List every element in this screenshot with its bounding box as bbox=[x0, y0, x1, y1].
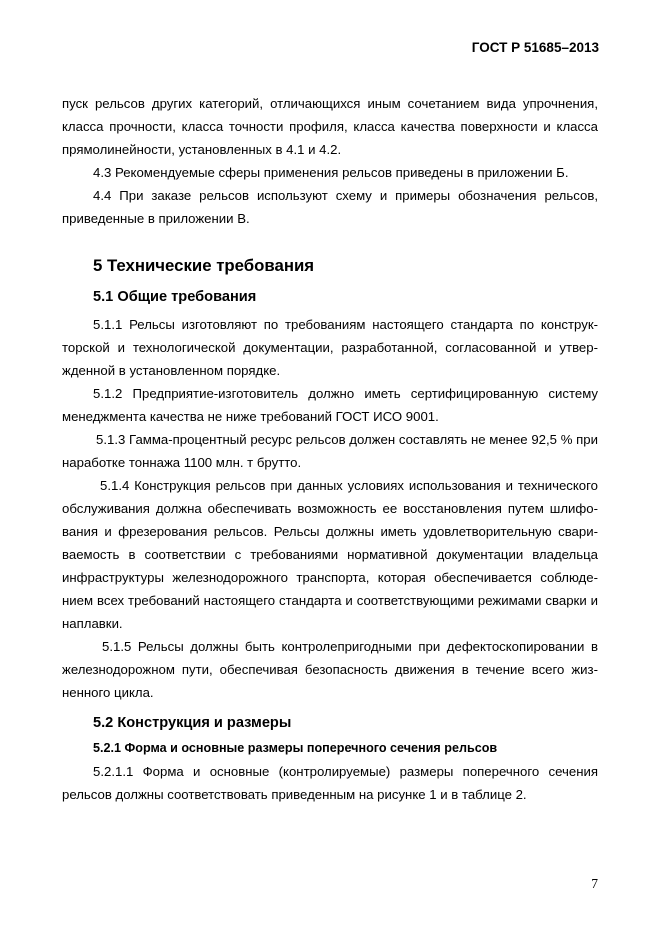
paragraph-4-4: 4.4 При заказе рельсов используют схему и примеры обозначения рельсов, приведенные в приложении В. bbox=[62, 188, 598, 226]
paragraph-5-1-3: 5.1.3 Гамма-процентный ресурс рельсов должен составлять не менее 92,5 % при наработке тоннажа 1100 млн. т брутто. bbox=[62, 432, 598, 470]
standard-code-header: ГОСТ Р 51685–2013 bbox=[471, 40, 599, 55]
subsection-heading-5-2: 5.2 Конструкция и размеры bbox=[93, 715, 292, 731]
subsection-heading-5-1: 5.1 Общие требования bbox=[93, 289, 257, 305]
document-body bbox=[62, 92, 598, 806]
paragraph-5-2-1-1: 5.2.1.1 Форма и основные (контролируемые) размеры поперечного сечения рельсов должны соответствовать приведенным на рисунке 1 и в таблице 2. bbox=[62, 764, 598, 802]
paragraph-5-1-2: 5.1.2 Предприятие-изготовитель должно иметь сертифицированную систему менеджмента качества не ниже требований ГОСТ ИСО 9001. bbox=[62, 386, 598, 424]
paragraph-5-1-1: 5.1.1 Рельсы изготовляют по требованиям настоящего стандарта по конструкторской и технологической документации, разработанной, согласованной и утвержденной в установленном порядке. bbox=[62, 317, 598, 378]
paragraph-continued: пуск рельсов других категорий, отличающихся иным сочетанием вида упрочнения, класса прочности, класса точности профиля, класса качества поверхности и класса прямолинейности, установленных в 4.1 и 4.2. bbox=[62, 96, 598, 157]
clause-heading-5-2-1: 5.2.1 Форма и основные размеры поперечного сечения рельсов bbox=[93, 741, 498, 755]
paragraph-5-1-5: 5.1.5 Рельсы должны быть контролепригодными при дефектоскопировании в железнодорожном пути, обеспечивая безопасность движения в течение всего жизненного цикла. bbox=[62, 639, 598, 700]
page-number: 7 bbox=[591, 876, 598, 891]
paragraph-4-3: 4.3 Рекомендуемые сферы применения рельсов приведены в приложении Б. bbox=[93, 165, 569, 180]
paragraph-5-1-4: 5.1.4 Конструкция рельсов при данных условиях использования и технического обслуживания должна обеспечивать возможность ее восстановления путем шлифования и фрезерования рельсов. Рельсы должны иметь удовлетворительную свариваемость в соответствии с требованиями нормативной документации владельца инфраструктуры железнодорожного транспорта, которая обеспечивается соблюдением всех требований настоящего стандарта и соответствующими режимами сварки и наплавки. bbox=[62, 478, 598, 631]
section-heading-5: 5 Технические требования bbox=[93, 256, 315, 275]
